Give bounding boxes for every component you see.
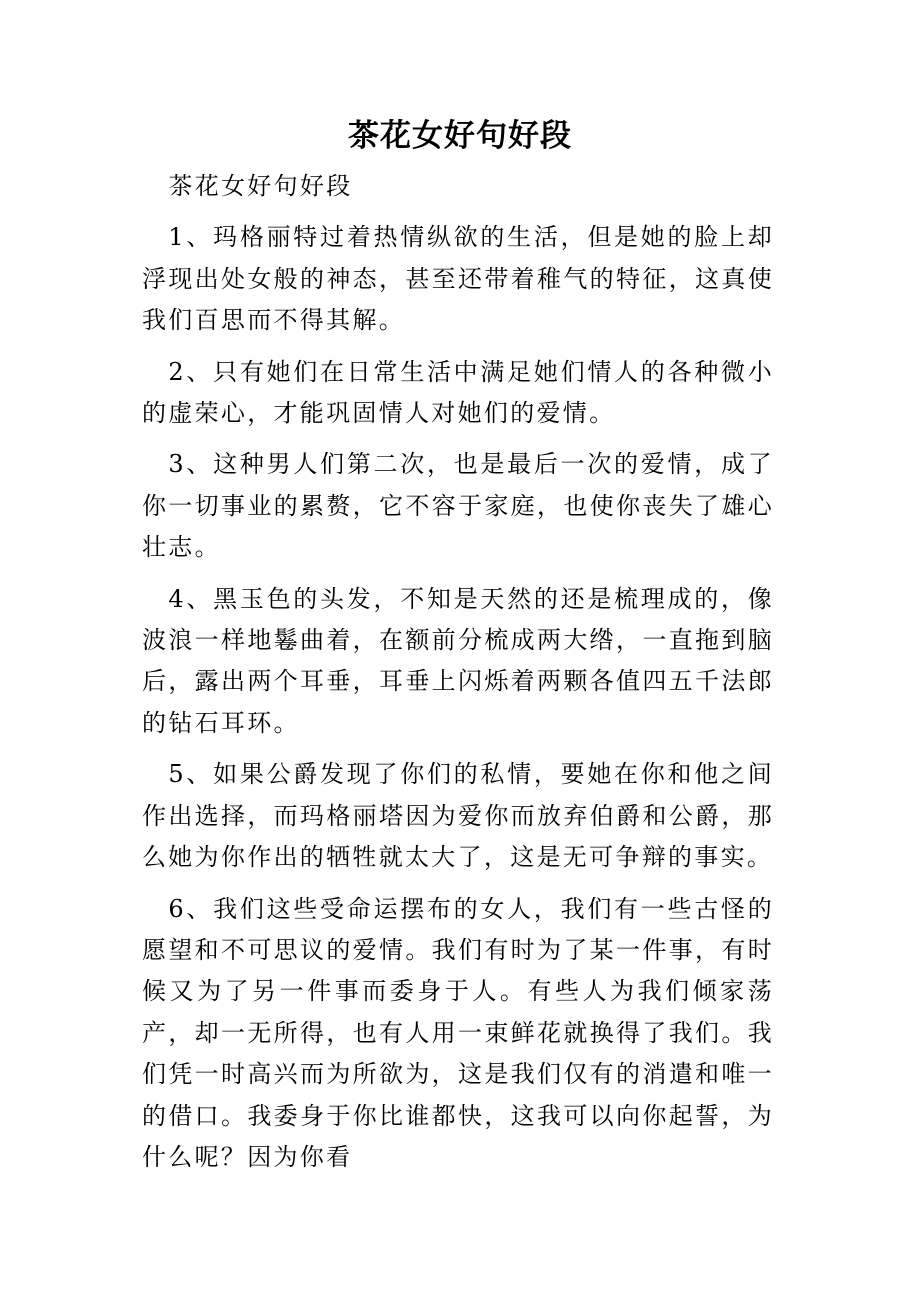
paragraph-6: 6、我们这些受命运摆布的女人，我们有一些古怪的愿望和不可思议的爱情。我们有时为了某一件事，有时候又为了另一件事而委身于人。有些人为我们倾家荡产，却一无所得，也有人用一束鲜花就换得了我们。我们凭一时高兴而为所欲为，这是我们仅有的消遣和唯一的借口。我委身于你比谁都快，这我可以向你起誓，为什么呢？因为你看 <box>142 894 774 1171</box>
document-title: 茶花女好句好段 <box>348 118 572 154</box>
paragraph-1: 1、玛格丽特过着热情纵欲的生活，但是她的脸上却浮现出处女般的神态，甚至还带着稚气的特征，这真使我们百思而不得其解。 <box>142 223 774 335</box>
paragraph-5: 5、如果公爵发现了你们的私情，要她在你和他之间作出选择，而玛格丽塔因为爱你而放弃伯爵和公爵，那么她为你作出的牺牲就太大了，这是无可争辩的事实。 <box>142 760 774 872</box>
paragraph-3: 3、这种男人们第二次，也是最后一次的爱情，成了你一切事业的累赘，它不容于家庭，也使你丧失了雄心壮志。 <box>142 450 774 562</box>
document-body <box>142 166 774 1188</box>
document-subtitle: 茶花女好句好段 <box>168 172 353 200</box>
paragraph-4: 4、黑玉色的头发，不知是天然的还是梳理成的，像波浪一样地鬈曲着，在额前分梳成两大绺，一直拖到脑后，露出两个耳垂，耳垂上闪烁着两颗各值四五千法郎的钻石耳环。 <box>142 584 774 737</box>
paragraph-2: 2、只有她们在日常生活中满足她们情人的各种微小的虚荣心，才能巩固情人对她们的爱情。 <box>142 357 774 428</box>
